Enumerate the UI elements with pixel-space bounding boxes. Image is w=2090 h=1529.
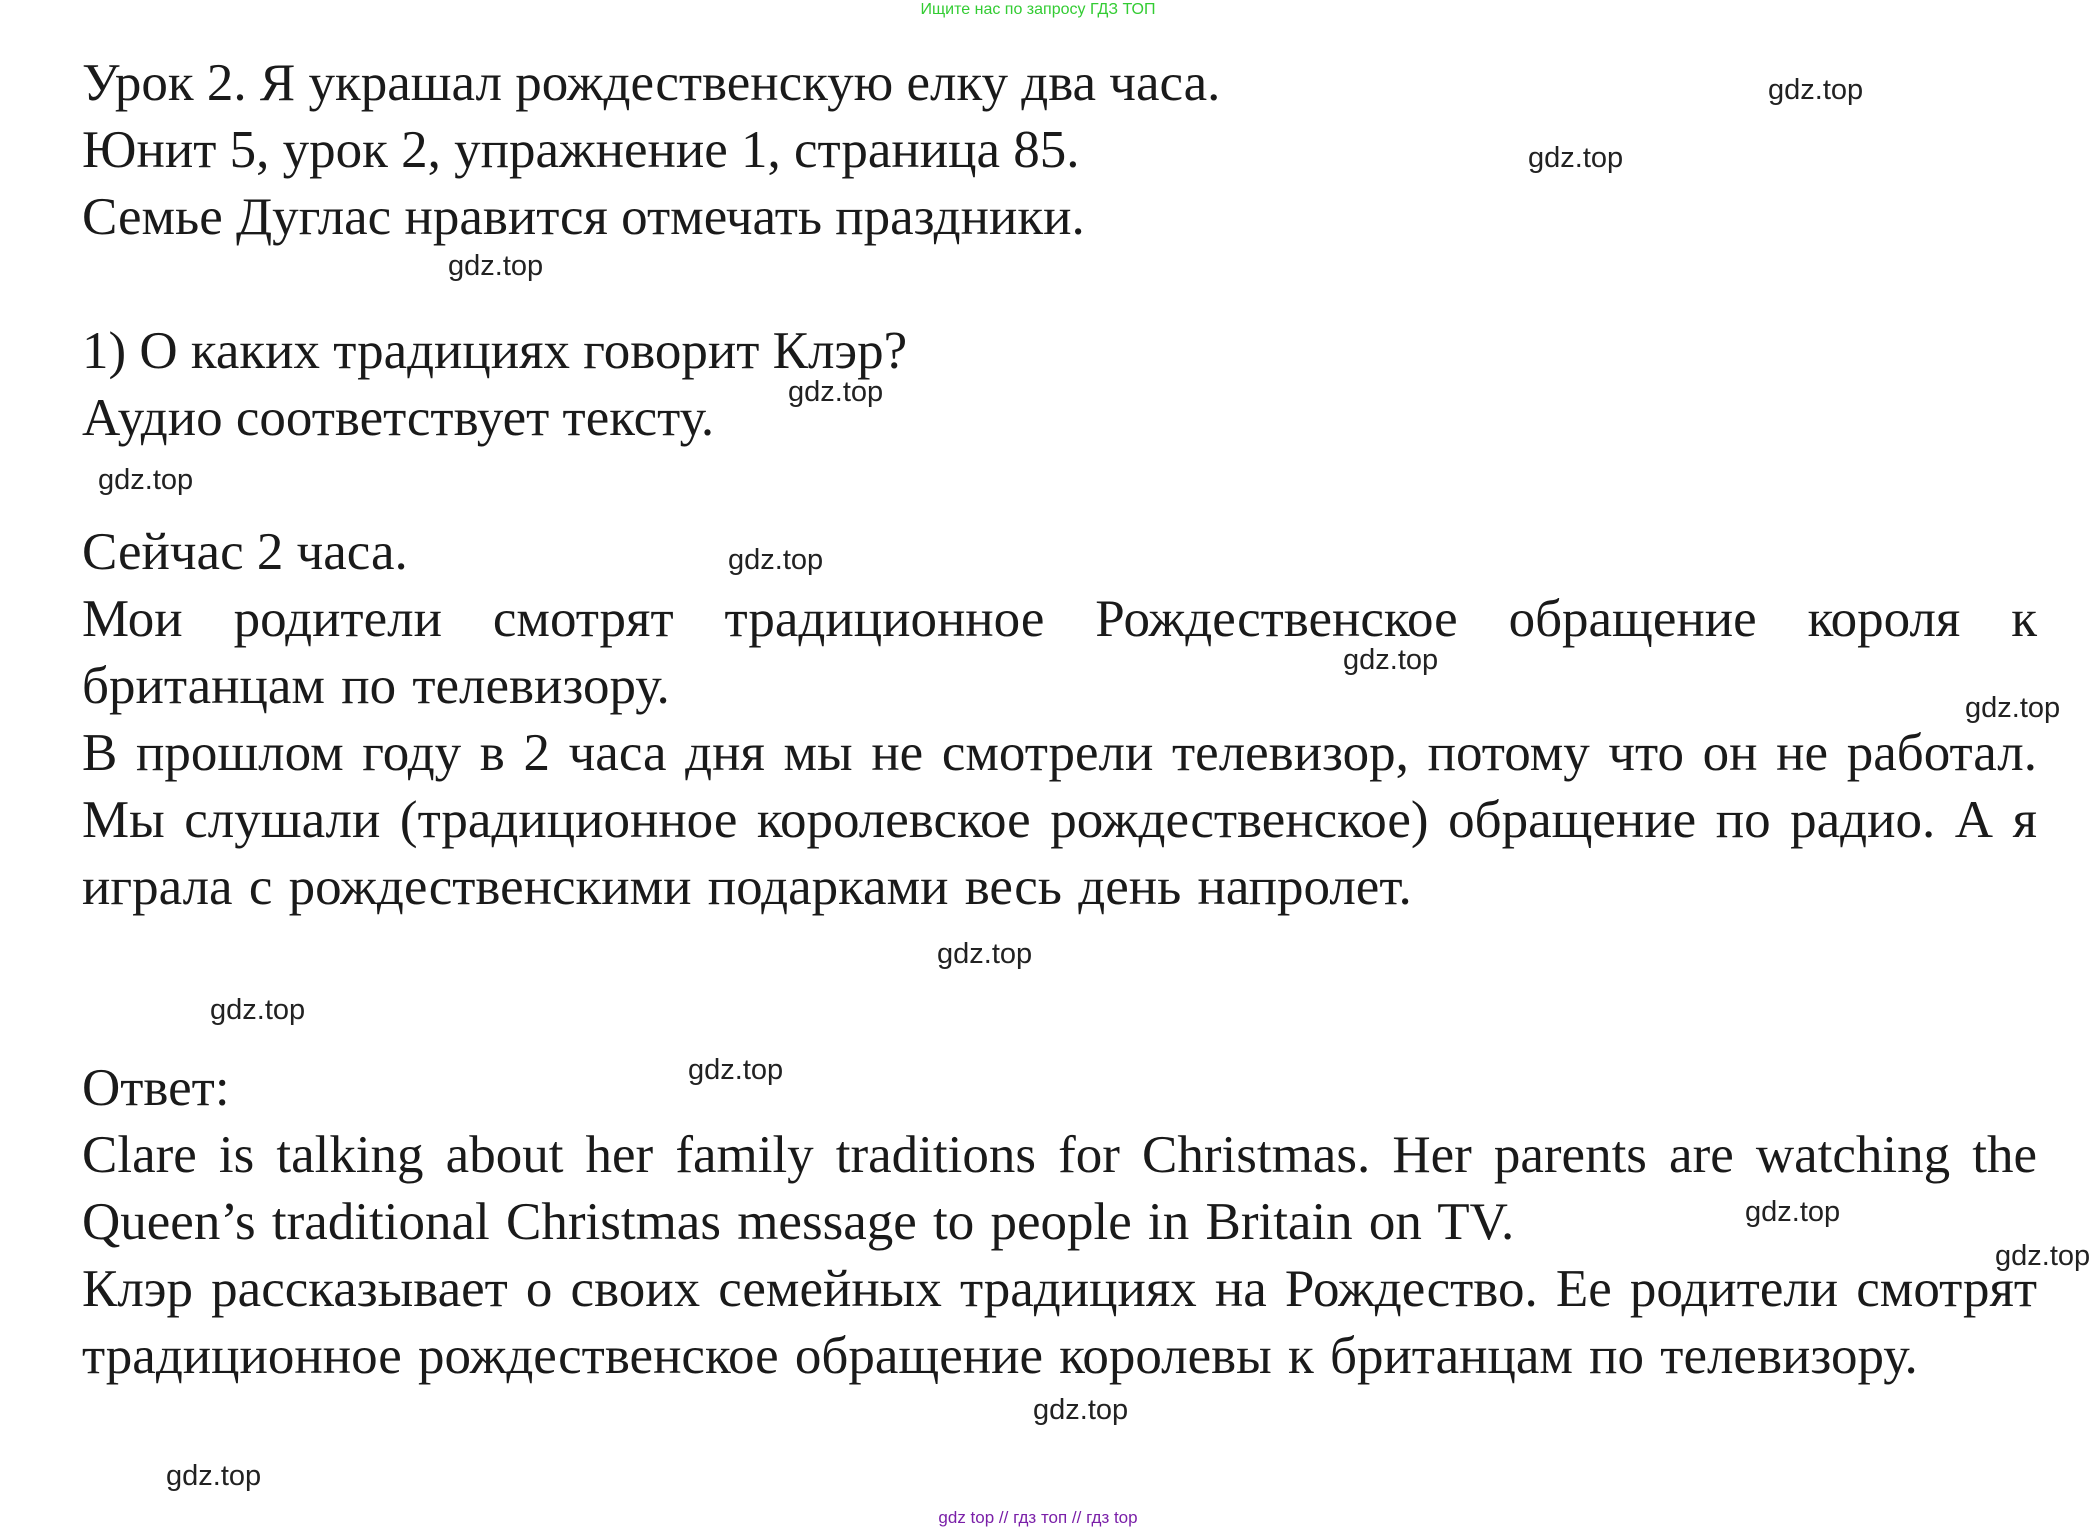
watermark: gdz.top <box>448 250 544 282</box>
audio-line-time: Сейчас 2 часа. <box>82 523 408 581</box>
exercise-reference: Юнит 5, урок 2, упражнение 1, страница 85. <box>82 121 1080 179</box>
watermark: gdz.top <box>1768 74 1864 106</box>
audio-paragraph-2: В прошлом году в 2 часа дня мы не смотрели телевизор, потому что он не работал. Мы слушали (традиционное королевское рождественское) обращение по радио. А я играла с рождественскими подарками весь день напролет. <box>82 724 2037 916</box>
lesson-title: Урок 2. Я украшал рождественскую елку два часа. <box>82 54 1221 112</box>
watermark: gdz.top <box>166 1460 262 1492</box>
watermark: gdz.top <box>1995 1240 2090 1272</box>
question-text: 1) О каких традициях говорит Клэр? <box>82 322 908 380</box>
watermark: gdz.top <box>688 1054 784 1086</box>
watermark: gdz.top <box>98 464 194 496</box>
answer-label: Ответ: <box>82 1059 230 1117</box>
audio-note: Аудио соответствует тексту. <box>82 389 715 447</box>
watermark: gdz.top <box>1745 1196 1841 1228</box>
watermark: gdz.top <box>788 376 884 408</box>
audio-paragraph-1: Мои родители смотрят традиционное Рождественское обращение короля к британцам по телевизору. <box>82 590 2037 715</box>
watermark: gdz.top <box>1033 1394 1129 1426</box>
watermark: gdz.top <box>728 544 824 576</box>
top-banner: Ищите нас по запросу ГДЗ ТОП <box>920 1 1156 18</box>
footer-caption: gdz top // гдз топ // гдз top <box>938 1508 1138 1527</box>
answer-russian: Клэр рассказывает о своих семейных традициях на Рождество. Ее родители смотрят традиционное рождественское обращение королевы к британцам по телевизору. <box>82 1260 2037 1385</box>
intro-sentence: Семье Дуглас нравится отмечать праздники. <box>82 188 1085 246</box>
watermark: gdz.top <box>1343 644 1439 676</box>
answer-english: Clare is talking about her family traditions for Christmas. Her parents are watching the Queen’s traditional Christmas message to people in Britain on TV. <box>82 1126 2037 1251</box>
watermark: gdz.top <box>210 994 306 1026</box>
watermark: gdz.top <box>1965 692 2061 724</box>
watermark: gdz.top <box>1528 142 1624 174</box>
watermark: gdz.top <box>937 938 1033 970</box>
